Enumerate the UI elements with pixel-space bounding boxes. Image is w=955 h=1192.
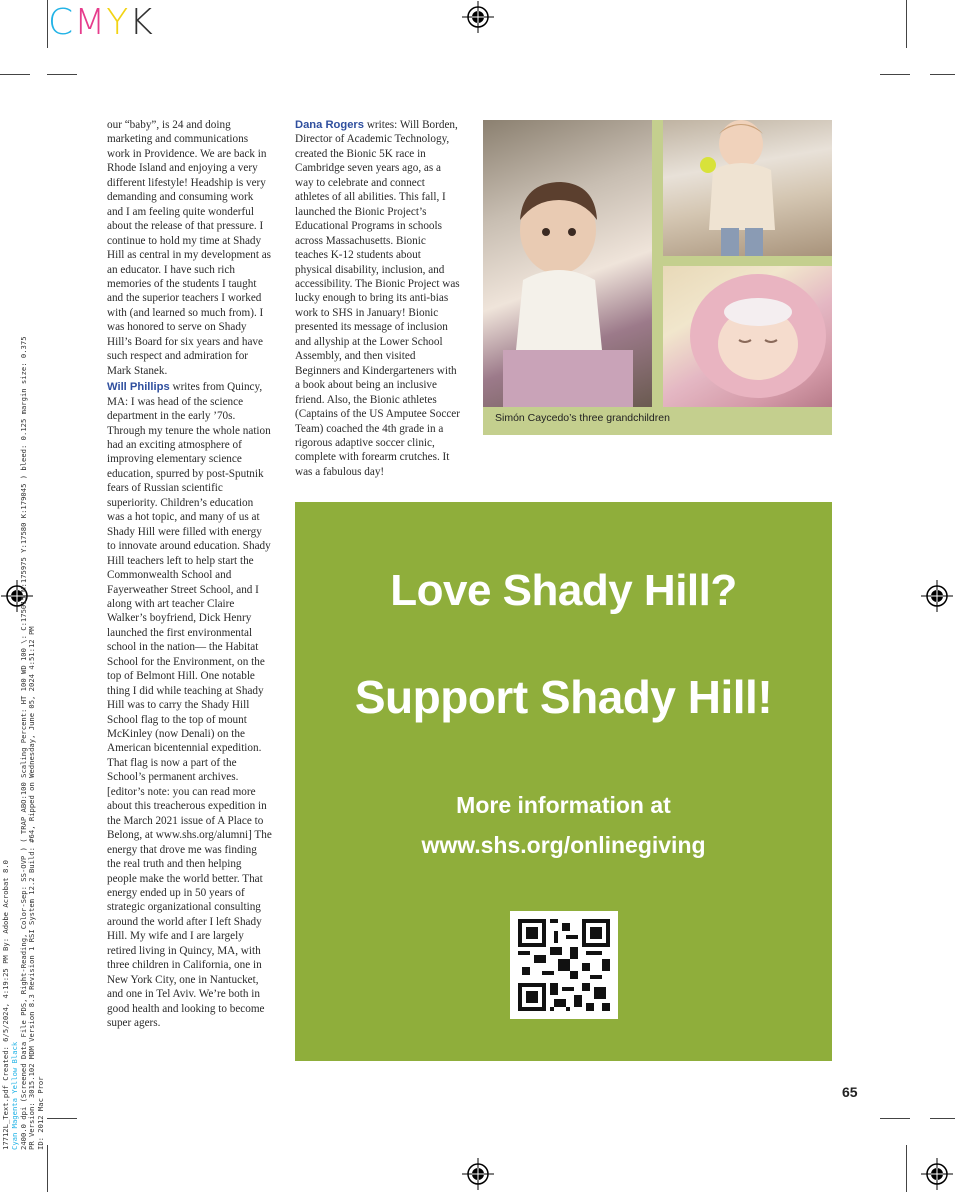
- slug-line: ID: 2012 Mac Pror: [36, 1076, 46, 1150]
- crop-mark: [930, 1118, 955, 1119]
- crop-mark: [906, 1145, 907, 1192]
- slug-line: Cyan Magenta Yellow Black: [9, 1041, 19, 1150]
- cmyk-color-bar: [48, 2, 154, 43]
- registration-mark-icon: [462, 1158, 494, 1190]
- crop-mark: [930, 74, 955, 75]
- registration-mark-icon: [462, 1, 494, 33]
- promo-url-link[interactable]: www.shs.org/onlinegiving: [421, 832, 706, 858]
- promo-headline: Love Shady Hill?: [390, 566, 737, 615]
- photo-toddler-walking: [663, 120, 832, 256]
- author-name: Will Phillips: [107, 381, 170, 394]
- photo-caption: Simón Caycedo’s three grandchildren: [495, 412, 670, 424]
- photo-collage: [483, 120, 832, 435]
- baby-illustration: [483, 120, 652, 407]
- paragraph: our “baby”, is 24 and doing marketing and communications work in Providence. We are back in Rhode Island and enjoying a very different lifestyle! Headship is very demanding and consuming work and I am feeling quite wonderful about the release of that pressure. I continue to hold my time at Shady Hill as central in my development as an educator. I have such rich memories of the students I taught and the superior teachers I worked with (and learned so much from). I was honored to serve on Shady Hill’s Board for six years and have such respect and admiration for Mark Stanek.: [107, 119, 272, 377]
- photo-newborn-sleeping: [663, 266, 832, 407]
- text-column-middle: [295, 118, 460, 481]
- author-name: Dana Rogers: [295, 119, 365, 131]
- promo-info: More information at: [456, 792, 671, 818]
- paragraph-body: writes: Will Borden, Director of Academic Technology, created the Bionic 5K race in Cambridge seven years ago, as a way to celebrate and connect athletes of all abilities. This fall, I launched the Bionic Project’s Educational Programs in schools across Massachusetts. Bionic teaches K-12 students about physical disability, inclusion, and accessibility. The Bionic Project was lucky enough to bring its anti-bias work to SHS in January! Bionic presented its message of inclusion and allyship at the Lower School Assembly, and then visited Beginners and Kindergarteners with a book about being an inclusive friend. Also, the Bionic athletes (Captains of the US Amputee Soccer Team) coached the 4th grade in a rigorous adaptive soccer clinic, complete with forearm crutches. It was a fabulous day!: [295, 119, 460, 478]
- crop-mark: [906, 0, 907, 48]
- slug-line: PR Version: 3015.102 MDM Version 8.3 Revision 1 RSI System 12.2 Build: #64, Ripped on Wednesday, June 05, 2024 4:51:12 PM: [27, 626, 37, 1150]
- cmyk-magenta: M: [74, 2, 107, 43]
- cmyk-cyan: C: [48, 2, 75, 43]
- crop-mark: [0, 74, 30, 75]
- registration-mark-icon: [921, 580, 953, 612]
- newborn-illustration: [663, 266, 832, 407]
- qr-code-icon[interactable]: [510, 911, 618, 1019]
- crop-mark: [880, 74, 910, 75]
- paragraph: [107, 380, 272, 1030]
- crop-mark: [47, 74, 77, 75]
- donation-promo-box: [295, 502, 832, 1061]
- paragraph: [295, 118, 460, 479]
- photo-baby-sitting: [483, 120, 652, 407]
- slug-line: 2400.0 dpi (Screened Data File PDS, Right-Reading, Color-Sep: SS-OVP ) ( TRAP ABO:100 Scaling Percent: HT 100 WD 100 \: C:175015 M:175975 Y:17580 K:179045 ) bleed: 0.125 margin size: 0.375: [18, 336, 28, 1150]
- printer-slug: [2, 250, 46, 1150]
- registration-mark-icon: [921, 1158, 953, 1190]
- paragraph-body: writes from Quincy, MA: I was head of the science department in the early ’70s. Through my tenure the whole nation had an exciting atmosphere of improving elementary science education, spurred by post-Sputnik fears of Russian scientific superiority. Children’s education was a hot topic, and many of us at Shady Hill were filled with energy to innovate around education. Shady Hill teachers left to help start the Commonwealth School and Fayerweather Street School, and I along with art teacher Claire Walker’s boyfriend, Dick Henry launched the first environmental school in the nation— the Habitat School for the Environment, on the top of Belmont Hill. One notable thing I did while teaching at Shady Hill was to carry the Shady Hill School flag to the top of mount McKinley (now Denali) on the American bicentennial expedition. That flag is now a part of the School’s permanent archives. [editor’s note: you can read more about this treacherous expedition in the March 2021 issue of A Place to Belong, at www.shs.org/alumni] The energy that drove me was finding the real truth and then helping people make the world better. That energy ended up in 50 years of strategic organizational consulting around the world after I left Shady Hill. My wife and I are largely retired living in Quincy, MA, with three children in California, one in New York City, one in Nantucket, and one in Tel Aviv. We’re both in good health and looking to become super agers.: [107, 381, 272, 1030]
- toddler-illustration: [663, 120, 832, 256]
- crop-mark: [880, 1118, 910, 1119]
- cmyk-yellow: Y: [106, 2, 130, 43]
- slug-line: 17712L_Text.pdf Created: 6/5/2024, 4:19:25 PM By: Adobe Acrobat 8.0: [1, 860, 10, 1150]
- cmyk-black: K: [129, 2, 154, 43]
- crop-mark: [47, 1118, 77, 1119]
- promo-headline: Support Shady Hill!: [354, 671, 773, 723]
- text-column-left: [107, 118, 272, 1033]
- page-number: 65: [842, 1084, 858, 1100]
- crop-mark: [47, 1145, 48, 1192]
- crop-mark: [47, 0, 48, 48]
